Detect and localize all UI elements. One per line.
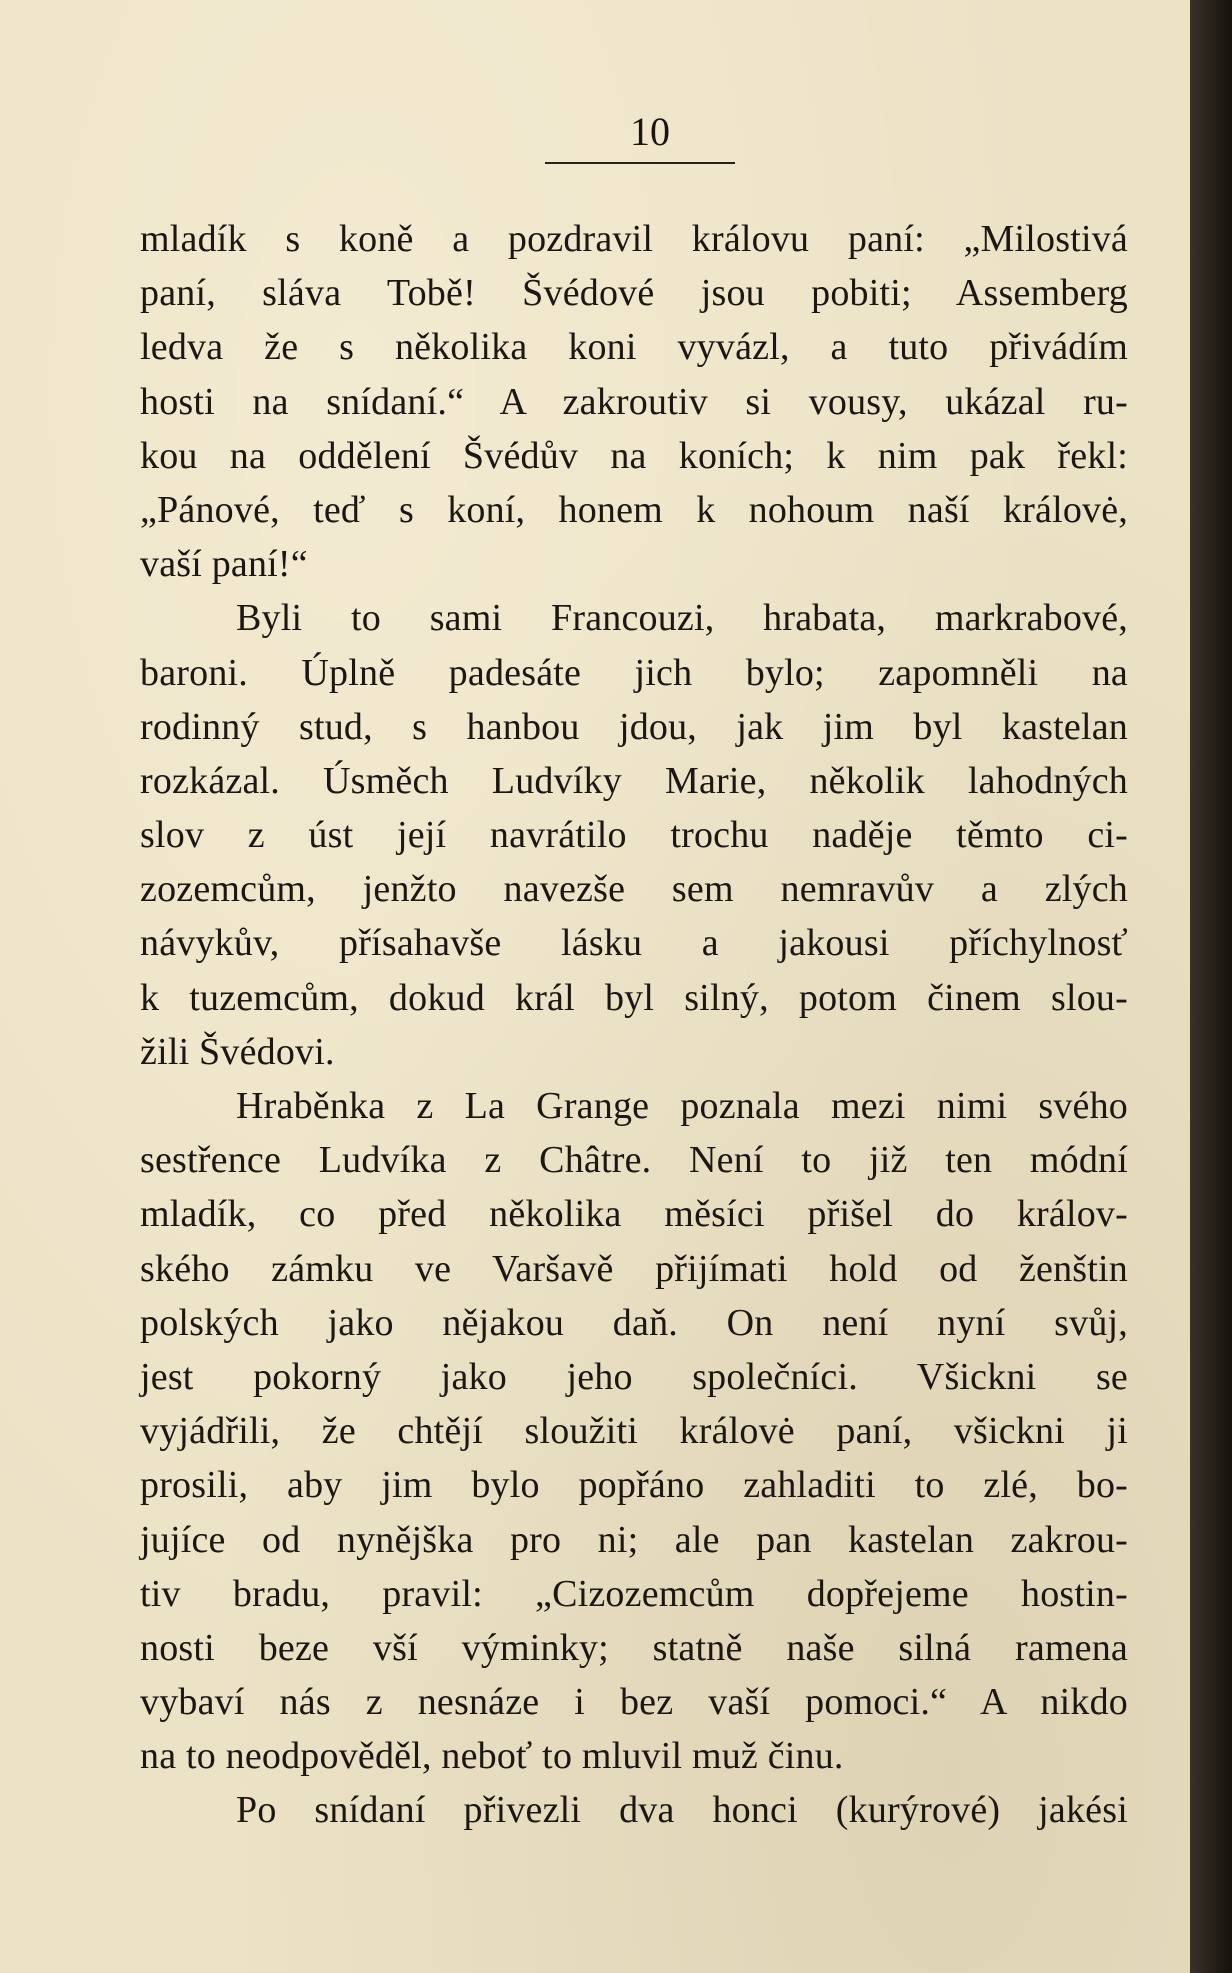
text-line: ledva že s několika koni vyvázl, a tuto přivádím [140, 326, 1128, 369]
text-line: jest pokorný jako jeho společníci. Všickni se [140, 1355, 1128, 1398]
text-line: zozemcům, jenžto navezše sem nemravův a zlých [140, 868, 1128, 911]
page-number-rule [545, 162, 735, 164]
text-line: návykův, přísahavše lásku a jakousi příchylnosť [140, 922, 1128, 965]
text-line: „Pánové, teď s koní, honem k nohoum naší královė, [140, 488, 1128, 531]
text-line: rodinný stud, s hanbou jdou, jak jim byl kastelan [140, 705, 1128, 748]
text-line: k tuzemcům, dokud král byl silný, potom činem slou- [140, 976, 1128, 1019]
text-line: vyjádřili, že chtějí sloužiti královė paní, všickni ji [140, 1410, 1128, 1453]
text-line: paní, sláva Tobě! Švédové jsou pobiti; Assemberg [140, 272, 1128, 315]
text-line: Hraběnka z La Grange poznala mezi nimi svého [236, 1085, 1128, 1127]
text-line: prosili, aby jim bylo popřáno zahladiti to zlé, bo- [140, 1464, 1128, 1507]
text-line: baroni. Úplně padesáte jich bylo; zapomněli na [140, 651, 1128, 694]
book-spine [1190, 0, 1232, 1973]
text-line: kou na oddělení Švédův na koních; k nim pak řekl: [140, 434, 1128, 477]
text-line: vybaví nás z nesnáze i bez vaší pomoci.“ A nikdo [140, 1681, 1128, 1724]
text-line: sestřence Ludvíka z Châtre. Není to již ten módní [140, 1139, 1128, 1182]
text-line: jujíce od nynějška pro ni; ale pan kastelan zakrou- [140, 1518, 1128, 1561]
body-text [140, 212, 1128, 1838]
text-line: vaší paní!“ [140, 543, 308, 586]
text-line: na to neodpověděl, neboť to mluvil muž činu. [140, 1735, 844, 1778]
text-line: Po snídaní přivezli dva honci (kurýrové) jakési [236, 1789, 1128, 1832]
text-line: tiv bradu, pravil: „Cizozemcům dopřejeme hostin- [140, 1572, 1128, 1615]
page-number: 10 [630, 109, 670, 154]
text-line: slov z úst její navrátilo trochu naděje těmto ci- [140, 814, 1128, 857]
text-line: Byli to sami Francouzi, hrabata, markrabové, [236, 597, 1128, 640]
text-line: ského zámku ve Varšavě přijímati hold od ženštin [140, 1247, 1128, 1290]
text-line: mladík s koně a pozdravil královu paní: „Milostivá [140, 218, 1128, 260]
text-line: polských jako nějakou daň. On není nyní svůj, [140, 1301, 1128, 1344]
text-line: rozkázal. Úsměch Ludvíky Marie, několik lahodných [140, 759, 1128, 802]
text-line: mladík, co před několika měsíci přišel do králov- [140, 1193, 1128, 1236]
text-line: hosti na snídaní.“ A zakroutiv si vousy, ukázal ru- [140, 380, 1128, 423]
text-line: žili Švédovi. [140, 1030, 335, 1073]
text-line: nosti beze vší výminky; statně naše silná ramena [140, 1626, 1128, 1669]
